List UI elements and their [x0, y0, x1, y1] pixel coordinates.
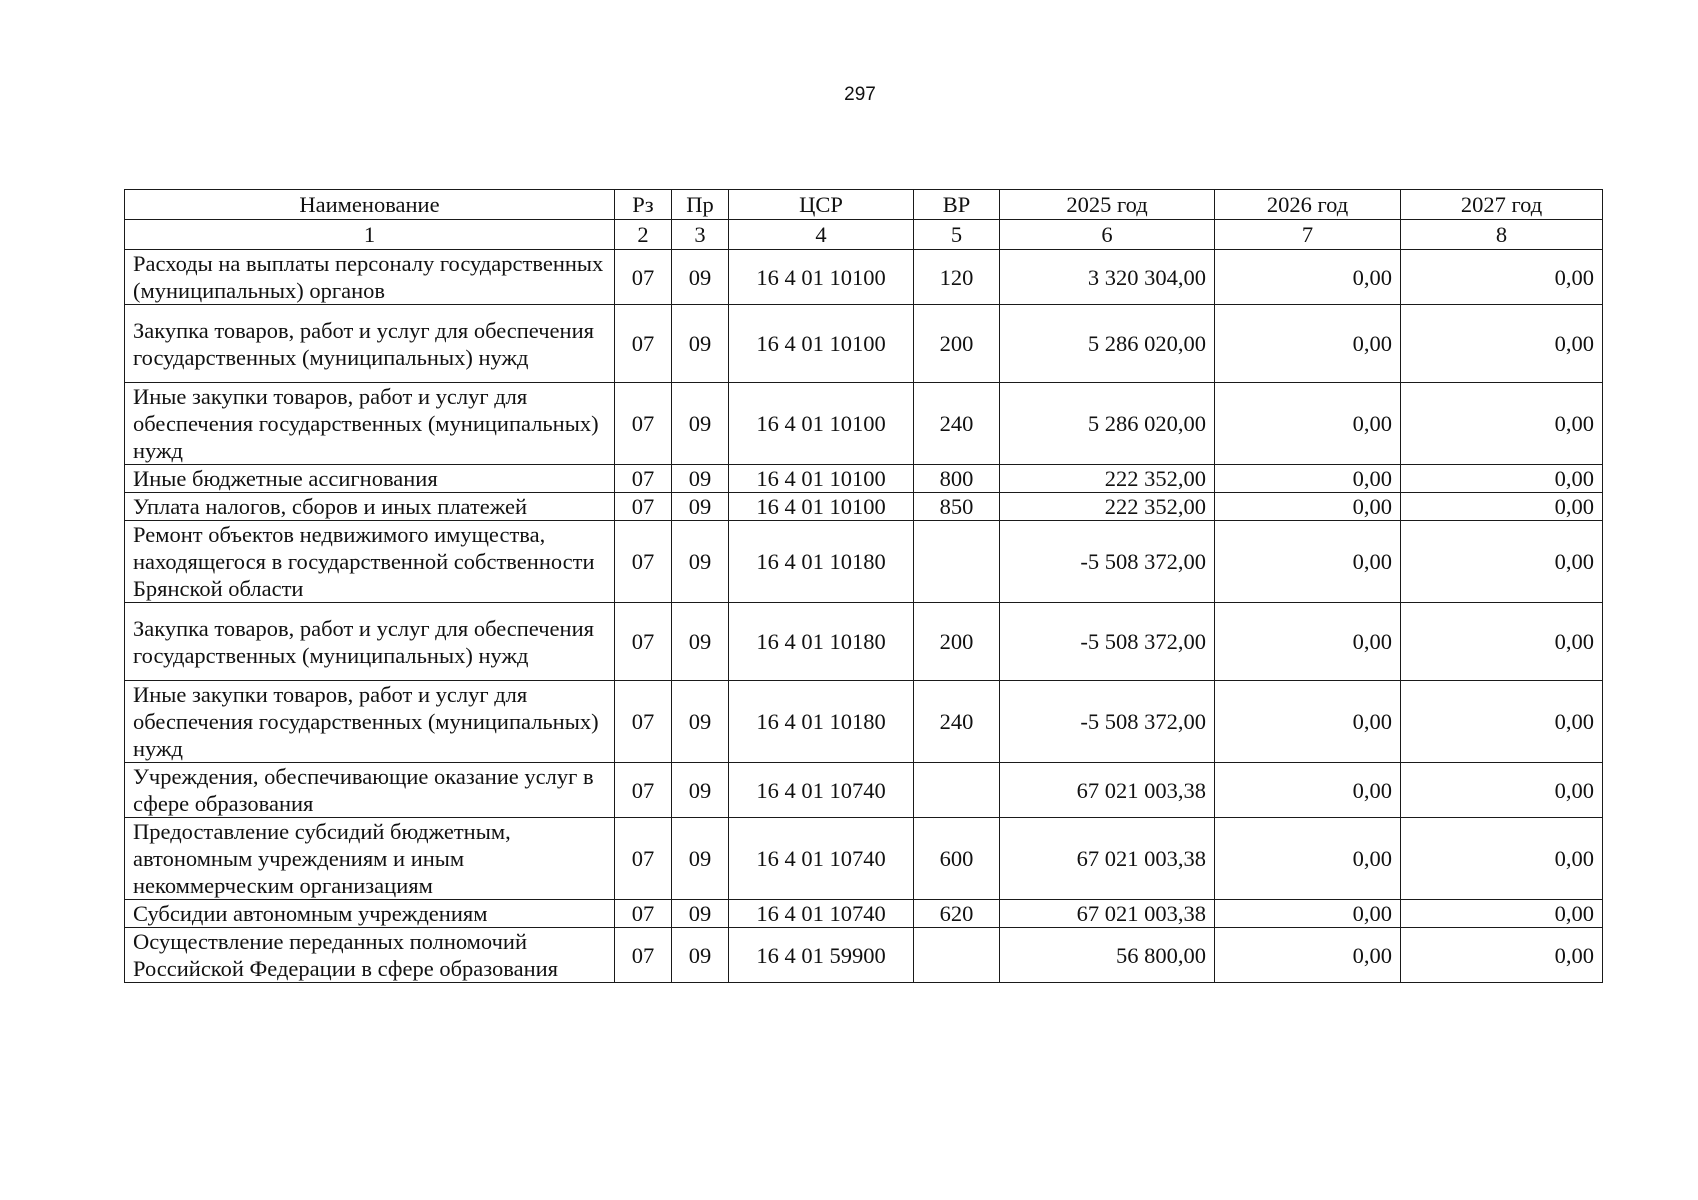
- row-vr: 800: [914, 465, 1000, 493]
- row-pr: 09: [672, 305, 729, 383]
- row-csr: 16 4 01 10100: [729, 383, 914, 465]
- row-amount-2027: 0,00: [1401, 521, 1603, 603]
- table-row: [125, 305, 1603, 383]
- column-number: 6: [1000, 220, 1215, 250]
- column-number: 5: [914, 220, 1000, 250]
- row-rz: 07: [615, 603, 672, 681]
- row-name: Предоставление субсидий бюджетным, автономным учреждениям и иным некоммерческим организациям: [125, 818, 615, 900]
- row-pr: 09: [672, 603, 729, 681]
- row-pr: 09: [672, 681, 729, 763]
- column-number: 8: [1401, 220, 1603, 250]
- row-amount-2025: 67 021 003,38: [1000, 818, 1215, 900]
- row-name: Иные бюджетные ассигнования: [125, 465, 615, 493]
- row-vr: [914, 521, 1000, 603]
- row-amount-2027: 0,00: [1401, 681, 1603, 763]
- row-amount-2026: 0,00: [1215, 521, 1401, 603]
- table-row: [125, 493, 1603, 521]
- row-pr: 09: [672, 521, 729, 603]
- row-amount-2025: 56 800,00: [1000, 928, 1215, 983]
- row-rz: 07: [615, 521, 672, 603]
- row-amount-2025: 5 286 020,00: [1000, 383, 1215, 465]
- header-row: [125, 190, 1603, 220]
- row-pr: 09: [672, 383, 729, 465]
- row-amount-2026: 0,00: [1215, 818, 1401, 900]
- table-row: [125, 603, 1603, 681]
- table-row: [125, 383, 1603, 465]
- table-row: [125, 763, 1603, 818]
- table-row: [125, 681, 1603, 763]
- page-number: 297: [844, 84, 876, 105]
- row-csr: 16 4 01 10180: [729, 521, 914, 603]
- row-pr: 09: [672, 818, 729, 900]
- row-pr: 09: [672, 763, 729, 818]
- row-amount-2027: 0,00: [1401, 928, 1603, 983]
- row-csr: 16 4 01 10740: [729, 818, 914, 900]
- row-name: Иные закупки товаров, работ и услуг для обеспечения государственных (муниципальных) нужд: [125, 681, 615, 763]
- row-vr: 240: [914, 681, 1000, 763]
- row-name: Иные закупки товаров, работ и услуг для обеспечения государственных (муниципальных) нужд: [125, 383, 615, 465]
- row-amount-2026: 0,00: [1215, 383, 1401, 465]
- budget-table: [124, 189, 1603, 983]
- row-rz: 07: [615, 305, 672, 383]
- row-csr: 16 4 01 10180: [729, 681, 914, 763]
- row-name: Осуществление переданных полномочий Российской Федерации в сфере образования: [125, 928, 615, 983]
- row-vr: [914, 763, 1000, 818]
- column-number: 4: [729, 220, 914, 250]
- row-amount-2025: 3 320 304,00: [1000, 250, 1215, 305]
- row-pr: 09: [672, 928, 729, 983]
- row-amount-2027: 0,00: [1401, 603, 1603, 681]
- row-vr: 200: [914, 305, 1000, 383]
- row-csr: 16 4 01 10740: [729, 763, 914, 818]
- column-number: 2: [615, 220, 672, 250]
- table-row: [125, 465, 1603, 493]
- row-amount-2027: 0,00: [1401, 465, 1603, 493]
- row-rz: 07: [615, 763, 672, 818]
- row-csr: 16 4 01 10100: [729, 465, 914, 493]
- table-header: [125, 190, 1603, 220]
- row-amount-2027: 0,00: [1401, 250, 1603, 305]
- row-vr: 600: [914, 818, 1000, 900]
- table-row: [125, 250, 1603, 305]
- row-amount-2027: 0,00: [1401, 493, 1603, 521]
- row-rz: 07: [615, 900, 672, 928]
- table-row: [125, 900, 1603, 928]
- row-vr: 850: [914, 493, 1000, 521]
- row-amount-2026: 0,00: [1215, 603, 1401, 681]
- row-csr: 16 4 01 10180: [729, 603, 914, 681]
- header-vr: ВР: [914, 190, 1000, 220]
- row-amount-2026: 0,00: [1215, 928, 1401, 983]
- row-pr: 09: [672, 493, 729, 521]
- row-amount-2026: 0,00: [1215, 465, 1401, 493]
- column-number-row: [125, 220, 1603, 250]
- row-vr: 620: [914, 900, 1000, 928]
- row-amount-2026: 0,00: [1215, 900, 1401, 928]
- row-amount-2025: 67 021 003,38: [1000, 763, 1215, 818]
- row-amount-2027: 0,00: [1401, 383, 1603, 465]
- row-rz: 07: [615, 818, 672, 900]
- header-csr: ЦСР: [729, 190, 914, 220]
- row-csr: 16 4 01 59900: [729, 928, 914, 983]
- table-body: [125, 220, 1603, 983]
- table-row: [125, 818, 1603, 900]
- row-pr: 09: [672, 900, 729, 928]
- row-rz: 07: [615, 493, 672, 521]
- row-rz: 07: [615, 928, 672, 983]
- row-amount-2027: 0,00: [1401, 818, 1603, 900]
- row-rz: 07: [615, 681, 672, 763]
- row-name: Закупка товаров, работ и услуг для обеспечения государственных (муниципальных) нужд: [125, 305, 615, 383]
- table-row: [125, 521, 1603, 603]
- row-amount-2025: 222 352,00: [1000, 493, 1215, 521]
- row-pr: 09: [672, 250, 729, 305]
- row-name: Ремонт объектов недвижимого имущества, находящегося в государственной собственности Брянской области: [125, 521, 615, 603]
- row-vr: 240: [914, 383, 1000, 465]
- row-name: Учреждения, обеспечивающие оказание услуг в сфере образования: [125, 763, 615, 818]
- row-vr: [914, 928, 1000, 983]
- row-amount-2027: 0,00: [1401, 305, 1603, 383]
- header-rz: Рз: [615, 190, 672, 220]
- row-amount-2026: 0,00: [1215, 305, 1401, 383]
- header-pr: Пр: [672, 190, 729, 220]
- row-amount-2025: 67 021 003,38: [1000, 900, 1215, 928]
- row-vr: 200: [914, 603, 1000, 681]
- row-rz: 07: [615, 465, 672, 493]
- row-csr: 16 4 01 10100: [729, 305, 914, 383]
- header-2027: 2027 год: [1401, 190, 1603, 220]
- row-csr: 16 4 01 10740: [729, 900, 914, 928]
- table-row: [125, 928, 1603, 983]
- header-2025: 2025 год: [1000, 190, 1215, 220]
- row-amount-2025: 5 286 020,00: [1000, 305, 1215, 383]
- header-2026: 2026 год: [1215, 190, 1401, 220]
- row-name: Уплата налогов, сборов и иных платежей: [125, 493, 615, 521]
- row-name: Закупка товаров, работ и услуг для обеспечения государственных (муниципальных) нужд: [125, 603, 615, 681]
- row-amount-2025: 222 352,00: [1000, 465, 1215, 493]
- row-pr: 09: [672, 465, 729, 493]
- header-name: Наименование: [125, 190, 615, 220]
- column-number: 1: [125, 220, 615, 250]
- column-number: 7: [1215, 220, 1401, 250]
- row-amount-2025: -5 508 372,00: [1000, 603, 1215, 681]
- column-number: 3: [672, 220, 729, 250]
- row-amount-2025: -5 508 372,00: [1000, 521, 1215, 603]
- row-name: Расходы на выплаты персоналу государственных (муниципальных) органов: [125, 250, 615, 305]
- row-name: Субсидии автономным учреждениям: [125, 900, 615, 928]
- row-vr: 120: [914, 250, 1000, 305]
- row-amount-2027: 0,00: [1401, 900, 1603, 928]
- row-amount-2026: 0,00: [1215, 250, 1401, 305]
- row-amount-2026: 0,00: [1215, 763, 1401, 818]
- row-amount-2025: -5 508 372,00: [1000, 681, 1215, 763]
- row-csr: 16 4 01 10100: [729, 250, 914, 305]
- row-amount-2026: 0,00: [1215, 493, 1401, 521]
- row-amount-2026: 0,00: [1215, 681, 1401, 763]
- row-amount-2027: 0,00: [1401, 763, 1603, 818]
- row-rz: 07: [615, 250, 672, 305]
- row-rz: 07: [615, 383, 672, 465]
- row-csr: 16 4 01 10100: [729, 493, 914, 521]
